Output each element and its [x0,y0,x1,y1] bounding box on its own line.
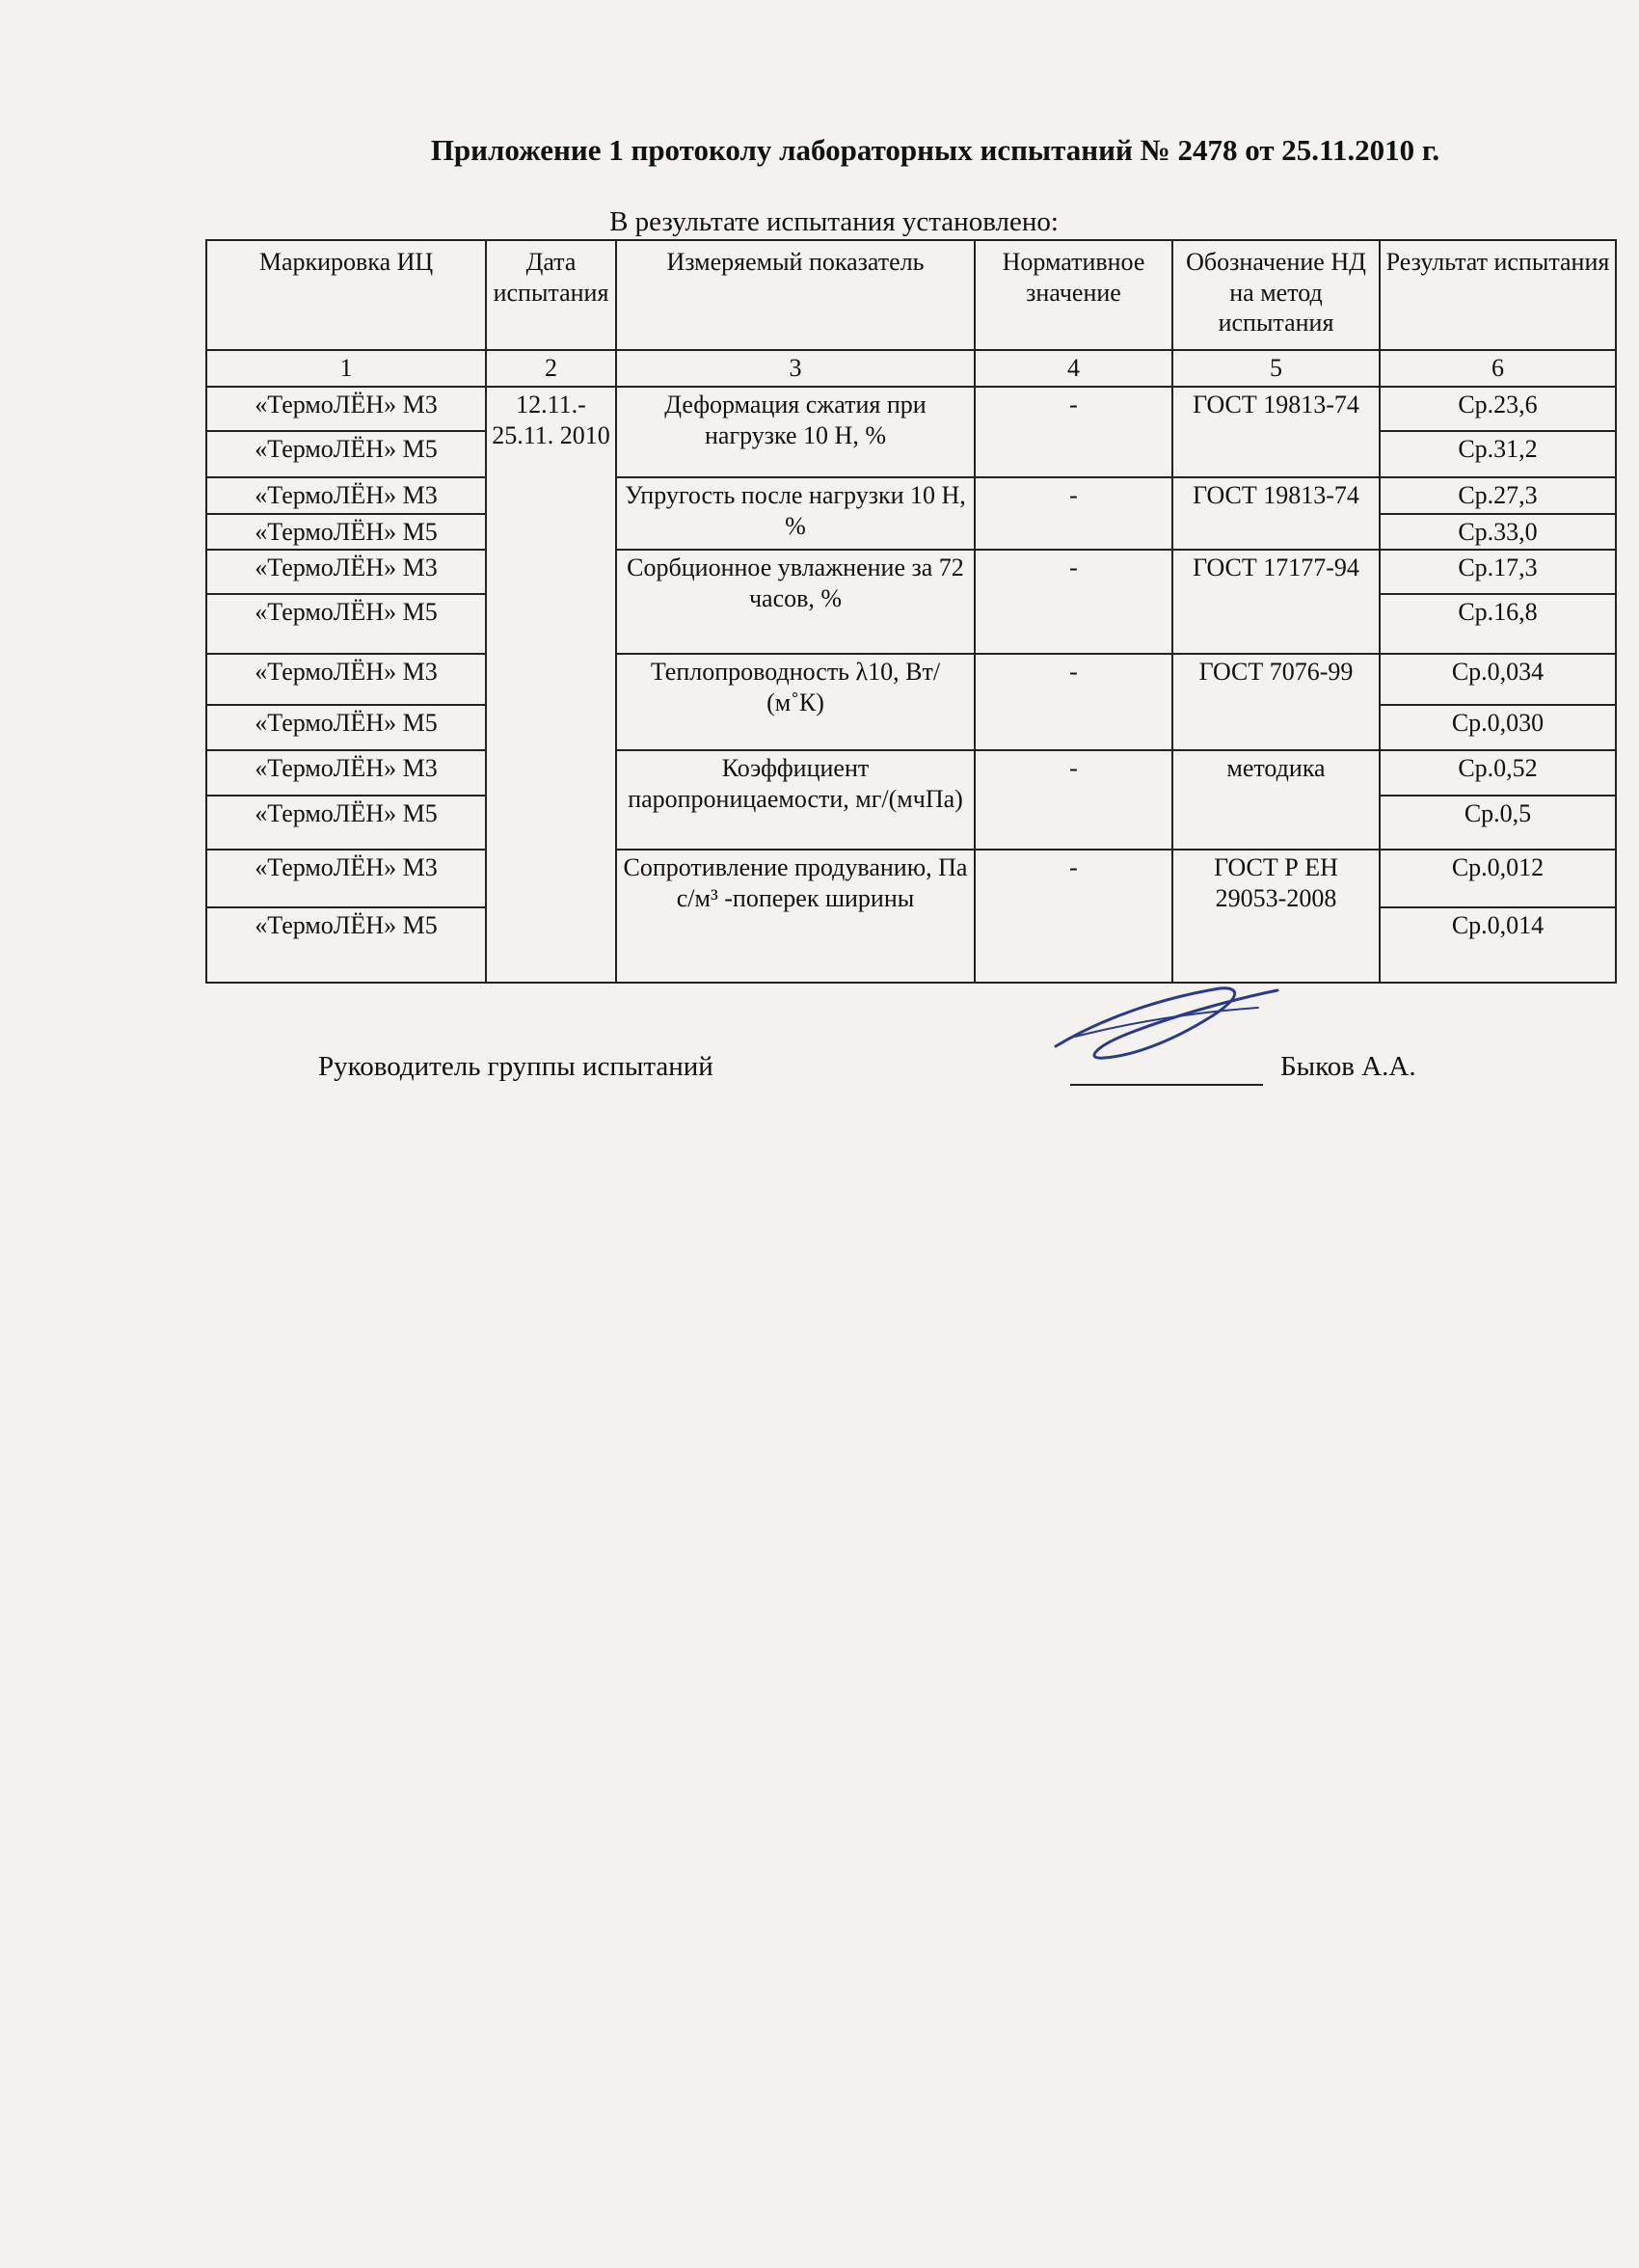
signature-name: Быков А.А. [1280,1051,1416,1082]
column-number: 4 [975,350,1172,387]
marking-cell: «ТермоЛЁН» М5 [206,431,486,477]
results-table [205,239,1617,984]
marking-cell: «ТермоЛЁН» М3 [206,750,486,796]
header-date: Дата испытания [486,240,616,350]
table-row [206,550,1616,594]
table-row [206,750,1616,796]
header-result: Результат испытания [1380,240,1616,350]
column-number: 6 [1380,350,1616,387]
column-number: 2 [486,350,616,387]
result-cell: Ср.0,52 [1380,750,1616,796]
indicator-text: Сопротивление продуванию, Па с/м³ -поперек ширины [623,853,968,913]
header-indicator: Измеряемый показатель [616,240,975,350]
signature-line [1070,1084,1263,1086]
result-cell: Ср.27,3 [1380,477,1616,514]
column-number-row [206,350,1616,387]
method-cell: ГОСТ Р ЕН 29053-2008 [1172,850,1380,983]
date-cell: 12.11.- 25.11. 2010 [486,387,616,983]
marking-cell: «ТермоЛЁН» М5 [206,594,486,654]
method-cell: ГОСТ 19813-74 [1172,477,1380,550]
table-row [206,850,1616,907]
column-number: 3 [616,350,975,387]
marking-cell: «ТермоЛЁН» М5 [206,514,486,551]
column-number: 5 [1172,350,1380,387]
indicator-cell [616,850,975,983]
column-number: 1 [206,350,486,387]
signature-role: Руководитель группы испытаний [318,1051,713,1082]
marking-cell: «ТермоЛЁН» М3 [206,477,486,514]
norm-cell: - [975,850,1172,983]
result-cell: Ср.0,014 [1380,907,1616,983]
result-cell: Ср.33,0 [1380,514,1616,551]
result-cell: Ср.0,5 [1380,796,1616,850]
indicator-cell: Теплопроводность λ10, Вт/ (м˚К) [616,654,975,750]
header-method: Обозначение НД на метод испытания [1172,240,1380,350]
document-title: Приложение 1 протоколу лабораторных испытаний № 2478 от 25.11.2010 г. [430,133,1440,167]
header-norm: Нормативное значение [975,240,1172,350]
norm-cell: - [975,477,1172,550]
indicator-cell: Деформация сжатия при нагрузке 10 Н, % [616,387,975,477]
indicator-cell: Упругость после нагрузки 10 Н, % [616,477,975,550]
result-cell: Ср.0,012 [1380,850,1616,907]
result-cell: Ср.31,2 [1380,431,1616,477]
result-cell: Ср.0,030 [1380,705,1616,750]
method-cell: методика [1172,750,1380,850]
marking-cell: «ТермоЛЁН» М3 [206,850,486,907]
norm-cell: - [975,550,1172,654]
marking-cell: «ТермоЛЁН» М5 [206,705,486,750]
document-subtitle: В результате испытания установлено: [609,206,1059,237]
method-cell: ГОСТ 19813-74 [1172,387,1380,477]
header-marking: Маркировка ИЦ [206,240,486,350]
norm-cell: - [975,654,1172,750]
result-cell: Ср.17,3 [1380,550,1616,594]
table-row [206,654,1616,705]
signature-block [318,1051,1437,1109]
header-row [206,240,1616,350]
result-cell: Ср.16,8 [1380,594,1616,654]
norm-cell: - [975,750,1172,850]
result-cell: Ср.0,034 [1380,654,1616,705]
marking-cell: «ТермоЛЁН» М3 [206,550,486,594]
table-row [206,387,1616,431]
method-cell: ГОСТ 17177-94 [1172,550,1380,654]
marking-cell: «ТермоЛЁН» М5 [206,796,486,850]
marking-cell: «ТермоЛЁН» М3 [206,654,486,705]
result-cell: Ср.23,6 [1380,387,1616,431]
marking-cell: «ТермоЛЁН» М5 [206,907,486,983]
table-row [206,477,1616,514]
marking-cell: «ТермоЛЁН» М3 [206,387,486,431]
method-cell: ГОСТ 7076-99 [1172,654,1380,750]
norm-cell: - [975,387,1172,477]
indicator-cell: Сорбционное увлажнение за 72 часов, % [616,550,975,654]
indicator-cell: Коэффициент паропроницаемости, мг/(мчПа) [616,750,975,850]
